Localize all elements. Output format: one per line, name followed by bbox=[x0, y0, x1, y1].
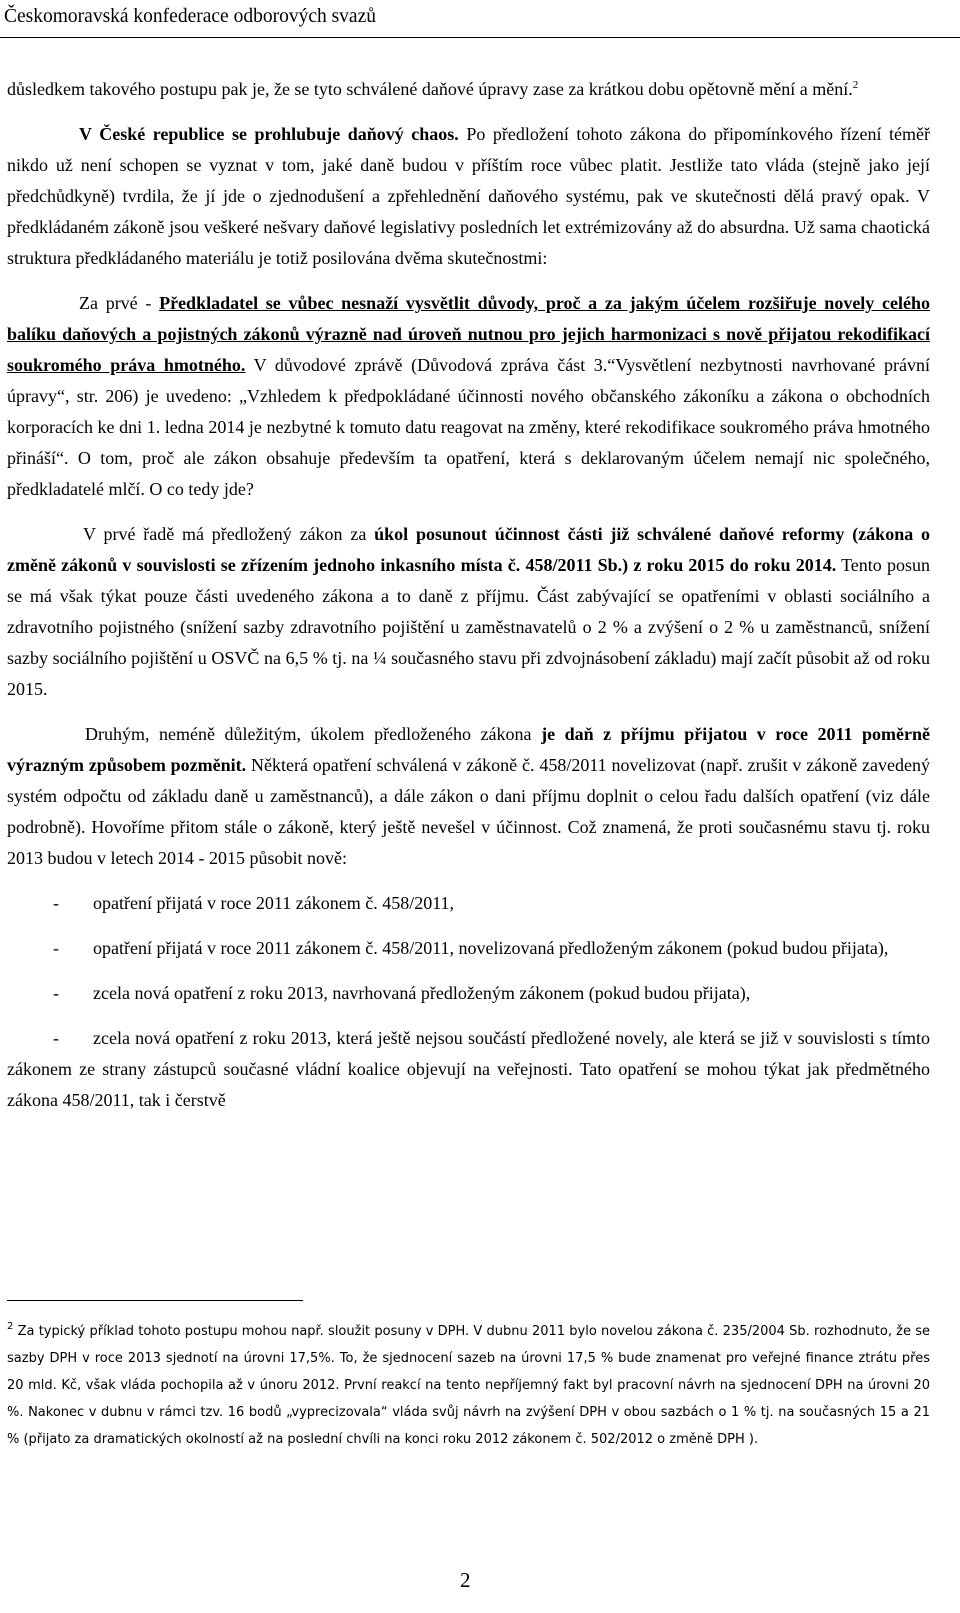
paragraph-4-text: Tento posun se má však týkat pouze části uvedeného zákona a to daně z příjmu. Část zabývající se opatřeními v oblasti sociálního a zdravotního pojistného (snížení sazby zdravotního pojištění u zaměstnavatelů o 2 % a zvýšení o 2 % u zaměstnanců, snížení sazby sociálního pojištění u OSVČ na 6,5 % tj. na ¼ současného stavu při zdvojnásobení základu) mají začít působit až od roku 2015. bbox=[7, 555, 930, 699]
list-item-text: opatření přijatá v roce 2011 zákonem č. 458/2011, bbox=[93, 893, 455, 913]
footnote-number: 2 bbox=[7, 1321, 14, 1332]
footnote-separator bbox=[7, 1300, 303, 1301]
list-item-text: zcela nová opatření z roku 2013, která ještě nejsou součástí předložené novely, ale která se již v souvislosti s tímto zákonem ze strany zástupců současné vládní koalice objevují na veřejnosti. Tato opatření se mohou týkat jak předmětného zákona 458/2011, tak i čerstvě bbox=[7, 1028, 930, 1110]
list-item-text: opatření přijatá v roce 2011 zákonem č. 458/2011, novelizovaná předloženým zákonem (pokud budou přijata), bbox=[93, 938, 889, 958]
list-dash: - bbox=[53, 938, 59, 958]
paragraph-4-lead: V prvé řadě má předložený zákon za bbox=[83, 524, 375, 544]
page-header bbox=[0, 0, 960, 38]
paragraph-2-text: Po předložení tohoto zákona do připomínkového řízení téměř nikdo už není schopen se vyznat v tom, jaké daně budou v příštím roce vůbec platit. Jestliže tato vláda (stejně jako její předchůdkyně) tvrdila, že jí jde o zjednodušení a zpřehlednění daňového systému, pak ve skutečnosti dělá pravý opak. V předkládaném zákoně jsou veškeré nešvary daňové legislativy posledních let extrémizovány až do absurdna. Už sama chaotická struktura předkládaného materiálu je totiž posilována dvěma skutečnostmi: bbox=[7, 124, 930, 268]
paragraph-3 bbox=[7, 288, 930, 505]
paragraph-5-text: Některá opatření schválená v zákoně č. 458/2011 novelizovat (např. zrušit v zákoně zavedený systém odpočtu od základu daně u zaměstnanců), a dále zákon o dani příjmu doplnit o celou řadu dalších opatření (viz dále podrobně). Hovoříme přitom stále o zákoně, který ještě nevešel v účinnost. Což znamená, že proti současnému stavu tj. roku 2013 budou v letech 2014 - 2015 působit nově: bbox=[7, 755, 931, 868]
paragraph-3-lead: Za prvé - bbox=[79, 293, 160, 313]
paragraph-1 bbox=[7, 74, 930, 105]
document-body bbox=[7, 74, 930, 1116]
paragraph-1-text: důsledkem takového postupu pak je, že se tyto schválené daňové úpravy zase za krátkou dobu opětovně mění a mění. bbox=[7, 79, 853, 99]
footnote-reference[interactable]: 2 bbox=[852, 79, 859, 91]
paragraph-3-text: V důvodové zprávě (Důvodová zpráva část 3.“Vysvětlení nezbytnosti navrhované právní úpravy“, str. 206) je uvedeno: „Vzhledem k předpokládané účinnosti nového občanského zákoníku a zákona o obchodních korporacích ke dni 1. ledna 2014 je nezbytné k tomuto datu reagovat na změny, které rekodifikace soukromého práva hmotného přináší“. O tom, proč ale zákon obsahuje především ta opatření, která s deklarovaným účelem nemají nic společného, předkladatelé mlčí. O co tedy jde? bbox=[7, 355, 930, 499]
list-item bbox=[7, 1023, 930, 1116]
paragraph-2-bold: V České republice se prohlubuje daňový chaos. bbox=[79, 124, 459, 144]
header-title: Českomoravská konfederace odborových svazů bbox=[4, 6, 376, 27]
list-item bbox=[7, 978, 930, 1009]
list-item-text: zcela nová opatření z roku 2013, navrhovaná předloženým zákonem (pokud budou přijata), bbox=[93, 983, 751, 1003]
list-dash: - bbox=[53, 1028, 59, 1048]
paragraph-5-lead: Druhým, neméně důležitým, úkolem předloženého zákona bbox=[85, 724, 542, 744]
list-dash: - bbox=[53, 893, 59, 913]
footnote bbox=[7, 1318, 930, 1453]
list-dash: - bbox=[53, 983, 59, 1003]
paragraph-4-bold: úkol posunout účinnost části již schválené daňové reformy (zákona o změně zákonů v souvislosti se zřízením jednoho inkasního místa č. 458/2011 Sb.) z roku 2015 do roku 2014. bbox=[7, 524, 930, 575]
paragraph-5 bbox=[7, 719, 930, 874]
paragraph-2 bbox=[7, 119, 930, 274]
list-item bbox=[7, 888, 930, 919]
list-item bbox=[7, 933, 930, 964]
paragraph-3-bold-underline: Předkladatel se vůbec nesnaží vysvětlit důvody, proč a za jakým účelem rozšiřuje novely celého balíku daňových a pojistných zákonů výrazně nad úroveň nutnou pro jejich harmonizaci s nově přijatou rekodifikací soukromého práva hmotného. bbox=[7, 293, 930, 375]
page-number: 2 bbox=[460, 1568, 471, 1592]
paragraph-5-bold: je daň z příjmu přijatou v roce 2011 poměrně výrazným způsobem pozměnit. bbox=[7, 724, 930, 775]
paragraph-4 bbox=[7, 519, 930, 705]
footnote-text: Za typický příklad tohoto postupu mohou např. sloužit posuny v DPH. V dubnu 2011 bylo novelou zákona č. 235/2004 Sb. rozhodnuto, že se sazby DPH v roce 2013 sjednotí na úrovni 17,5%. To, že sjednocení sazeb na úrovni 17,5 % bude znamenat pro veřejné finance ztrátu přes 20 mld. Kč, však vláda pochopila až v únoru 2012. První reakcí na tento nepříjemný fakt byl pracovní návrh na sjednocení DPH na úrovni 20 %. Nakonec v dubnu v rámci tzv. 16 bodů „vyprecizovala“ vláda svůj návrh na zvýšení DPH v obou sazbách o 1 % tj. na současných 15 a 21 % (přijato za dramatických okolností až na poslední chvíli na konci roku 2012 zákonem č. 502/2012 o změně DPH ). bbox=[7, 1324, 930, 1447]
